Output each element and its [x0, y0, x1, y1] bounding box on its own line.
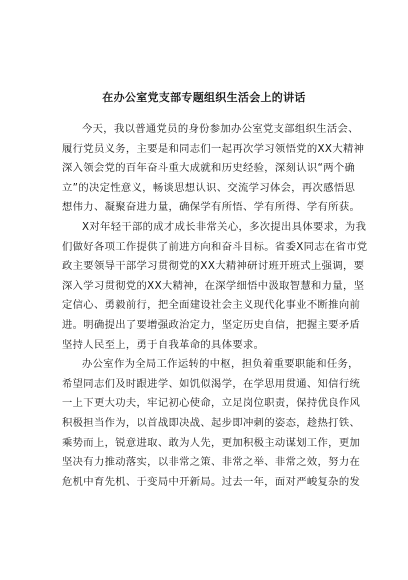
- document-line: 定信心、勇毅前行，把全面建设社会主义现代化事业不断推向前: [62, 299, 361, 312]
- document-line: 一上下更大功夫，牢记初心使命，立足岗位职责，保持优良作风: [62, 397, 361, 410]
- document-line: 立”的决定性意义，畅谈思想认识、交流学习体会，再次感悟思: [62, 181, 356, 194]
- document-line: 危机中育先机、于变局中开新局。过去一年，面对严峻复杂的发: [62, 475, 361, 488]
- document-line: 希望同志们及时跟进学、如饥似渴学，在学思用贯通、知信行统: [62, 377, 361, 390]
- document-line: 今天，我以普通党员的身份参加办公室党支部组织生活会、: [82, 123, 359, 135]
- document-line: X对年轻干部的成才成长非常关心，多次提出具体要求，为我: [82, 220, 367, 233]
- document-line: 深入领会党的百年奋斗重大成就和历史经验，深刻认识“两个确: [62, 162, 356, 175]
- document-line: 履行党员义务，主要是和同志们一起再次学习领悟党的XX大精神: [62, 142, 365, 155]
- document-line: 想伟力、凝聚奋进力量，确保学有所悟、学有所得、学有所获。: [62, 201, 361, 214]
- document-line: 坚决有力推动落实，以非常之策、非常之举、非常之效，努力在: [62, 456, 361, 469]
- document-line: 积极担当作为，以首战即决战、起步即冲刺的姿态，趁热打铁、: [62, 416, 361, 429]
- document-line: 乘势而上，锐意进取、敢为人先，更加积极主动谋划工作，更加: [62, 436, 361, 449]
- document-line: 办公室作为全局工作运转的中枢，担负着重要职能和任务，: [82, 358, 359, 371]
- document-line: 政主要领导干部学习贯彻党的XX大精神研讨班开班式上强调，要: [62, 260, 365, 273]
- document-line: 深入学习贯彻党的XX大精神，在深学细悟中汲取智慧和力量，坚: [62, 279, 365, 292]
- document-line: 们做好各项工作提供了前进方向和奋斗目标。省委X同志在省市党: [62, 240, 368, 253]
- document-body: [62, 120, 368, 492]
- document-line: 进。明确提出了要增强政治定力，坚定历史自信，把握主要矛盾: [62, 318, 361, 331]
- document-title: 在办公室党支部专题组织生活会上的讲话: [102, 91, 306, 104]
- document-line: 坚持人民至上，勇于自我革命的具体要求。: [62, 338, 265, 351]
